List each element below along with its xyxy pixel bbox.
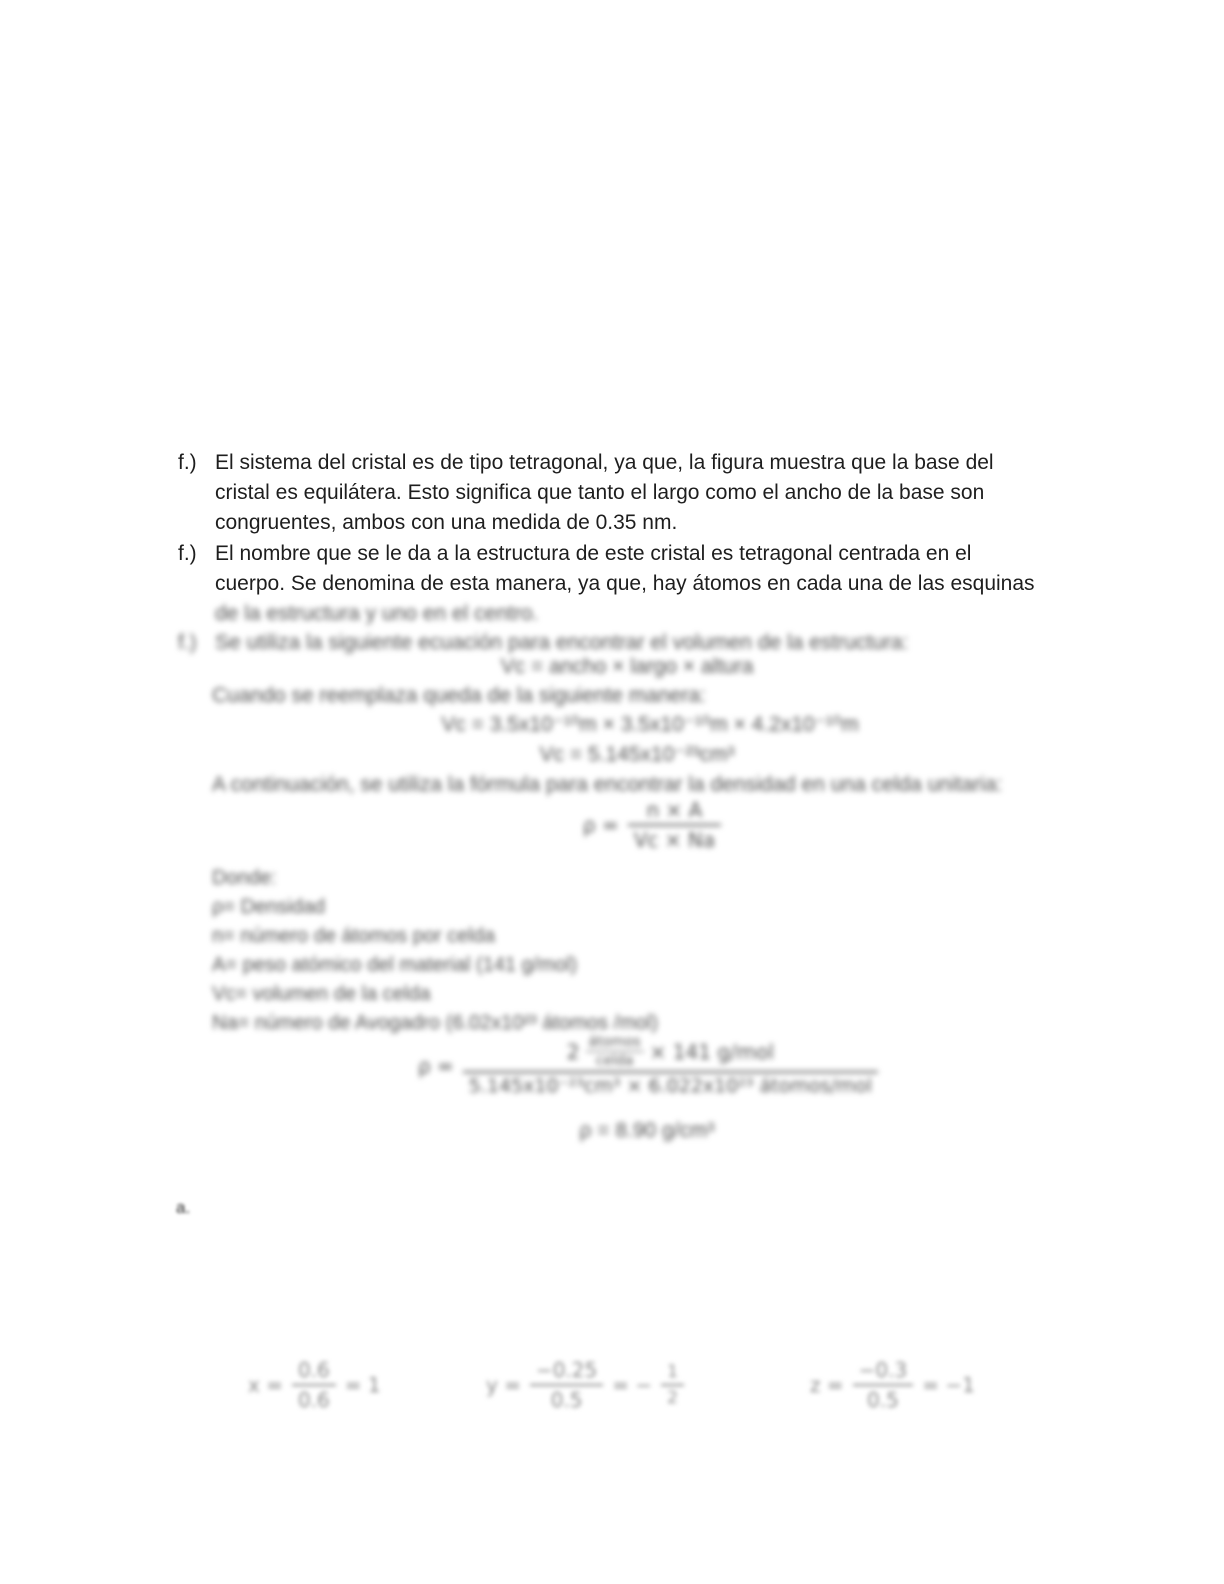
list-bullet: f.)	[178, 451, 197, 474]
where-line: ρ= Densidad	[212, 896, 326, 918]
fraction-numerator: −0.3	[858, 1358, 908, 1382]
equation-rhs: = 1	[344, 1373, 381, 1397]
paragraph-line: congruentes, ambos con una medida de 0.35 nm.	[215, 511, 678, 534]
mini-fraction-numerator: átomos	[588, 1034, 641, 1050]
paragraph-line: cuerpo. Se denomina de esta manera, ya que, hay átomos en cada una de las esquinas	[215, 572, 1035, 595]
list-item-crystal-system	[178, 448, 994, 538]
list-bullet: f.)	[178, 542, 197, 565]
numerator-row	[469, 1034, 872, 1069]
fraction-numerator	[463, 1034, 878, 1071]
formula-lhs: ρ =	[582, 813, 619, 837]
equation-lhs: y =	[486, 1373, 521, 1397]
equation-y-index	[486, 1358, 684, 1412]
fraction-numerator: −0.25	[535, 1358, 598, 1382]
paragraph-lines	[215, 539, 1035, 629]
atomic-weight: × 141 g/mol	[649, 1039, 775, 1064]
formula-lhs: ρ =	[417, 1053, 454, 1078]
text-replace-intro: Cuando se reemplaza queda de la siguiente manera:	[212, 684, 706, 707]
where-line: Vc= volumen de la celda	[212, 983, 431, 1005]
paragraph-line: El sistema del cristal es de tipo tetragonal, ya que, la figura muestra que la base del	[215, 451, 994, 474]
fraction-denominator: Vc × Na	[628, 824, 721, 852]
fraction-denominator: 0.6	[292, 1384, 336, 1412]
list-bullet: f.)	[178, 631, 197, 654]
fraction	[628, 798, 721, 852]
where-line: A= peso atómico del material (141 g/mol)	[212, 954, 578, 976]
fraction	[463, 1034, 878, 1097]
equation-rhs: = −	[612, 1373, 653, 1397]
equation-lhs: z =	[810, 1373, 844, 1397]
fraction-numerator: n × A	[646, 798, 703, 822]
fraction	[292, 1358, 336, 1412]
stray-marker: a.	[176, 1198, 191, 1217]
result-fraction	[661, 1362, 684, 1408]
paragraph-line: cristal es equilátera. Esto significa que tanto el largo como el ancho de la base son	[215, 481, 985, 504]
equation-z-index	[810, 1358, 975, 1412]
text-density-intro: A continuación, se utiliza la fórmula para encontrar la densidad en una celda unitaria:	[212, 773, 1003, 796]
mini-fraction	[586, 1034, 644, 1069]
fraction-numerator: 0.6	[297, 1358, 330, 1382]
paragraph-lines	[215, 448, 994, 538]
paragraph-line-blurred: Se utiliza la siguiente ecuación para encontrar el volumen de la estructura:	[215, 631, 909, 654]
where-definitions-block	[212, 864, 658, 1038]
equation-x-index	[248, 1358, 381, 1412]
fraction	[530, 1358, 603, 1412]
mini-fraction-denominator: celda	[586, 1051, 644, 1069]
paragraph-line: El nombre que se le da a la estructura de este cristal es tetragonal centrada en el	[215, 542, 972, 565]
equation-volume-general: Vc = ancho × largo × altura	[500, 655, 754, 678]
equation-volume-substituted: Vc = 3.5x10⁻¹⁰m × 3.5x10⁻¹⁰m × 4.2x10⁻¹⁰m	[441, 713, 859, 736]
fraction-denominator: 5.145x10⁻²³cm³ × 6.022x10²³ átomos/mol	[463, 1071, 878, 1097]
list-item-structure-name	[178, 539, 1035, 629]
equation-lhs: x =	[248, 1373, 283, 1397]
where-title: Donde:	[212, 867, 277, 889]
equation-volume-result: Vc = 5.145x10⁻²³cm³	[539, 743, 735, 766]
equation-rhs: = −1	[922, 1373, 975, 1397]
where-line: n= número de átomos por celda	[212, 925, 495, 947]
equation-density-formula	[583, 798, 721, 852]
atoms-count: 2	[566, 1039, 580, 1064]
fraction-denominator: 2	[661, 1384, 684, 1408]
where-line: Na= número de Avogadro (6.02x10²³ átomos /mol)	[212, 1012, 658, 1034]
paragraph-line-blurred: de la estructura y uno en el centro.	[215, 602, 539, 625]
fraction	[853, 1358, 914, 1412]
fraction-denominator: 0.5	[853, 1384, 914, 1412]
fraction-numerator: 1	[667, 1362, 678, 1382]
equation-density-result: ρ = 8.90 g/cm³	[579, 1119, 715, 1142]
fraction-denominator: 0.5	[530, 1384, 603, 1412]
equation-density-calculation	[418, 1034, 878, 1097]
